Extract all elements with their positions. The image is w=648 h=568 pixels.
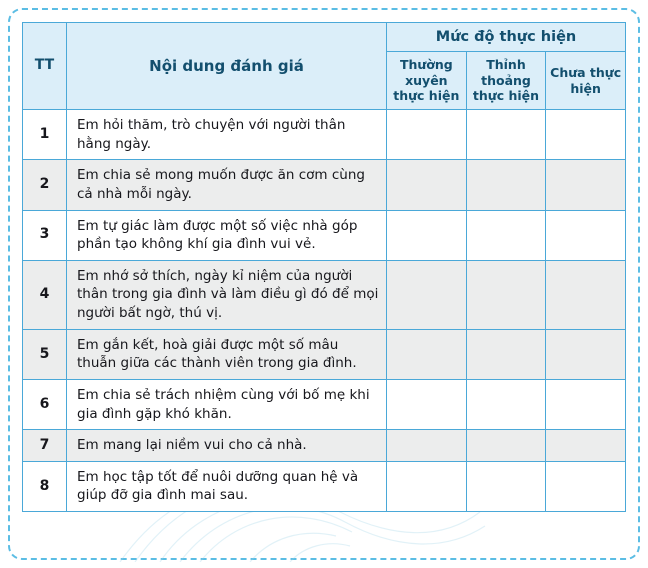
row-content: Em học tập tốt để nuôi dưỡng quan hệ và giúp đỡ gia đình mai sau.	[67, 461, 387, 511]
row-content: Em mang lại niềm vui cho cả nhà.	[67, 430, 387, 462]
table-row	[23, 329, 626, 379]
row-checkbox-often[interactable]	[387, 260, 467, 329]
row-checkbox-never[interactable]	[546, 160, 626, 210]
row-content: Em gắn kết, hoà giải được một số mâu thuẫn giữa các thành viên trong gia đình.	[67, 329, 387, 379]
row-number: 4	[23, 260, 67, 329]
row-number: 3	[23, 210, 67, 260]
table-row	[23, 160, 626, 210]
row-checkbox-sometimes[interactable]	[466, 379, 546, 429]
row-checkbox-sometimes[interactable]	[466, 461, 546, 511]
row-number: 6	[23, 379, 67, 429]
row-checkbox-never[interactable]	[546, 329, 626, 379]
row-checkbox-sometimes[interactable]	[466, 210, 546, 260]
header-cell-content: Nội dung đánh giá	[67, 23, 387, 110]
table-row	[23, 260, 626, 329]
row-checkbox-never[interactable]	[546, 430, 626, 462]
table-row	[23, 379, 626, 429]
row-checkbox-never[interactable]	[546, 379, 626, 429]
row-checkbox-sometimes[interactable]	[466, 160, 546, 210]
table-header-row-top	[23, 23, 626, 52]
row-content: Em chia sẻ trách nhiệm cùng với bố mẹ khi gia đình gặp khó khăn.	[67, 379, 387, 429]
header-cell-level-never: Chưa thực hiện	[546, 52, 626, 110]
row-checkbox-often[interactable]	[387, 379, 467, 429]
row-checkbox-sometimes[interactable]	[466, 110, 546, 160]
row-number: 1	[23, 110, 67, 160]
row-checkbox-often[interactable]	[387, 210, 467, 260]
table-header	[23, 23, 626, 110]
row-content: Em chia sẻ mong muốn được ăn cơm cùng cả nhà mỗi ngày.	[67, 160, 387, 210]
row-checkbox-often[interactable]	[387, 430, 467, 462]
row-number: 2	[23, 160, 67, 210]
row-checkbox-never[interactable]	[546, 110, 626, 160]
row-checkbox-often[interactable]	[387, 329, 467, 379]
row-checkbox-sometimes[interactable]	[466, 260, 546, 329]
row-checkbox-sometimes[interactable]	[466, 329, 546, 379]
table-row	[23, 430, 626, 462]
row-checkbox-never[interactable]	[546, 461, 626, 511]
row-number: 5	[23, 329, 67, 379]
table-row	[23, 110, 626, 160]
assessment-table-container	[22, 22, 626, 550]
row-content: Em hỏi thăm, trò chuyện với người thân hằng ngày.	[67, 110, 387, 160]
header-cell-level-often: Thường xuyên thực hiện	[387, 52, 467, 110]
row-checkbox-sometimes[interactable]	[466, 430, 546, 462]
row-content: Em nhớ sở thích, ngày kỉ niệm của người thân trong gia đình và làm điều gì đó để mọi người bất ngờ, thú vị.	[67, 260, 387, 329]
row-checkbox-never[interactable]	[546, 210, 626, 260]
table-row	[23, 461, 626, 511]
header-cell-tt: TT	[23, 23, 67, 110]
row-number: 7	[23, 430, 67, 462]
row-checkbox-often[interactable]	[387, 461, 467, 511]
table-row	[23, 210, 626, 260]
row-content: Em tự giác làm được một số việc nhà góp phần tạo không khí gia đình vui vẻ.	[67, 210, 387, 260]
row-checkbox-never[interactable]	[546, 260, 626, 329]
row-number: 8	[23, 461, 67, 511]
header-cell-level-group: Mức độ thực hiện	[387, 23, 626, 52]
header-cell-level-sometimes: Thỉnh thoảng thực hiện	[466, 52, 546, 110]
self-assessment-table	[22, 22, 626, 512]
row-checkbox-often[interactable]	[387, 110, 467, 160]
table-body	[23, 110, 626, 512]
row-checkbox-often[interactable]	[387, 160, 467, 210]
